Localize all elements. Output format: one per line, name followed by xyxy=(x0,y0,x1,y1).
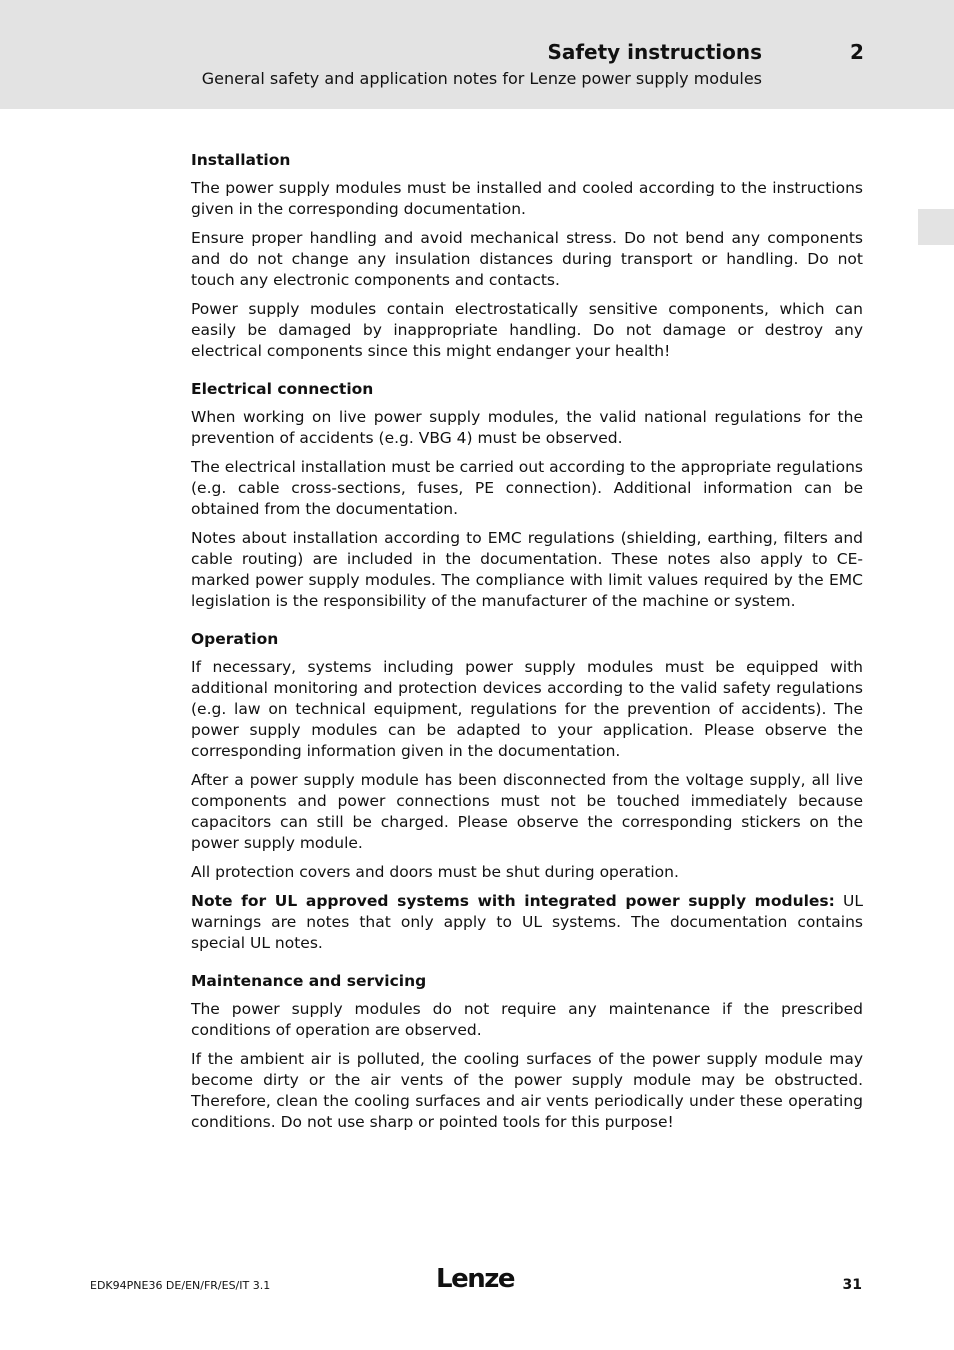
paragraph: After a power supply module has been disconnected from the voltage supply, all live components and power connections must not be touched immediately because capacitors can still be charged. Please observe the corresponding stickers on the power supply module. xyxy=(191,771,863,852)
ul-note-paragraph xyxy=(191,891,863,954)
paragraph: Power supply modules contain electrostatically sensitive components, which can easily be damaged by inappropriate handling. Do not damage or destroy any electrical components since this might endanger your health! xyxy=(191,300,863,360)
section-heading: Maintenance and servicing xyxy=(191,972,427,990)
header-band xyxy=(0,0,954,109)
chapter-title: Safety instructions xyxy=(547,40,762,64)
page-number: 31 xyxy=(842,1277,862,1293)
paragraph: When working on live power supply modules, the valid national regulations for the prevention of accidents (e.g. VBG 4) must be observed. xyxy=(191,408,863,447)
section-maintenance xyxy=(191,971,863,1133)
section-electrical-connection xyxy=(191,379,863,612)
footer-document-id: EDK94PNE36 DE/EN/FR/ES/IT 3.1 xyxy=(90,1279,271,1292)
paragraph: If the ambient air is polluted, the cooling surfaces of the power supply module may become dirty or the air vents of the power supply module may be obstructed. Therefore, clean the cooling surfaces and air vents periodically under these operating conditions. Do not use sharp or pointed tools for this purpose! xyxy=(191,1050,863,1131)
section-heading: Electrical connection xyxy=(191,380,374,398)
chapter-subtitle: General safety and application notes for Lenze power supply modules xyxy=(201,69,762,88)
section-operation xyxy=(191,629,863,954)
paragraph: If necessary, systems including power supply modules must be equipped with additional monitoring and protection devices according to the valid safety regulations (e.g. law on technical equipment, regulations for the prevention of accidents). The power supply modules can be adapted to your application. Please observe the corresponding information given in the documentation. xyxy=(191,658,863,760)
ul-note-lead: Note for UL approved systems with integrated power supply modules: xyxy=(191,892,835,910)
page-body xyxy=(191,150,863,1150)
chapter-number: 2 xyxy=(850,40,864,64)
paragraph: All protection covers and doors must be shut during operation. xyxy=(191,863,679,881)
paragraph: Notes about installation according to EMC regulations (shielding, earthing, filters and cable routing) are included in the documentation. These notes also apply to CE-marked power supply modules. The compliance with limit values required by the EMC legislation is the responsibility of the manufacturer of the machine or system. xyxy=(191,529,863,610)
section-heading: Operation xyxy=(191,630,279,648)
ul-note-text: UL warnings are notes that only apply to UL systems. The documentation contains special UL notes. xyxy=(191,892,863,952)
section-installation xyxy=(191,150,863,362)
chapter-side-tab xyxy=(918,209,954,245)
paragraph: Ensure proper handling and avoid mechanical stress. Do not bend any components and do not change any insulation distances during transport or handling. Do not touch any electronic components and contacts. xyxy=(191,229,863,289)
paragraph: The power supply modules do not require any maintenance if the prescribed conditions of operation are observed. xyxy=(191,1000,863,1039)
lenze-logo: Lenze xyxy=(436,1264,514,1294)
section-heading: Installation xyxy=(191,151,291,169)
paragraph: The power supply modules must be installed and cooled according to the instructions given in the corresponding documentation. xyxy=(191,179,863,218)
paragraph: The electrical installation must be carried out according to the appropriate regulations (e.g. cable cross-sections, fuses, PE connection). Additional information can be obtained from the documentation. xyxy=(191,458,863,518)
